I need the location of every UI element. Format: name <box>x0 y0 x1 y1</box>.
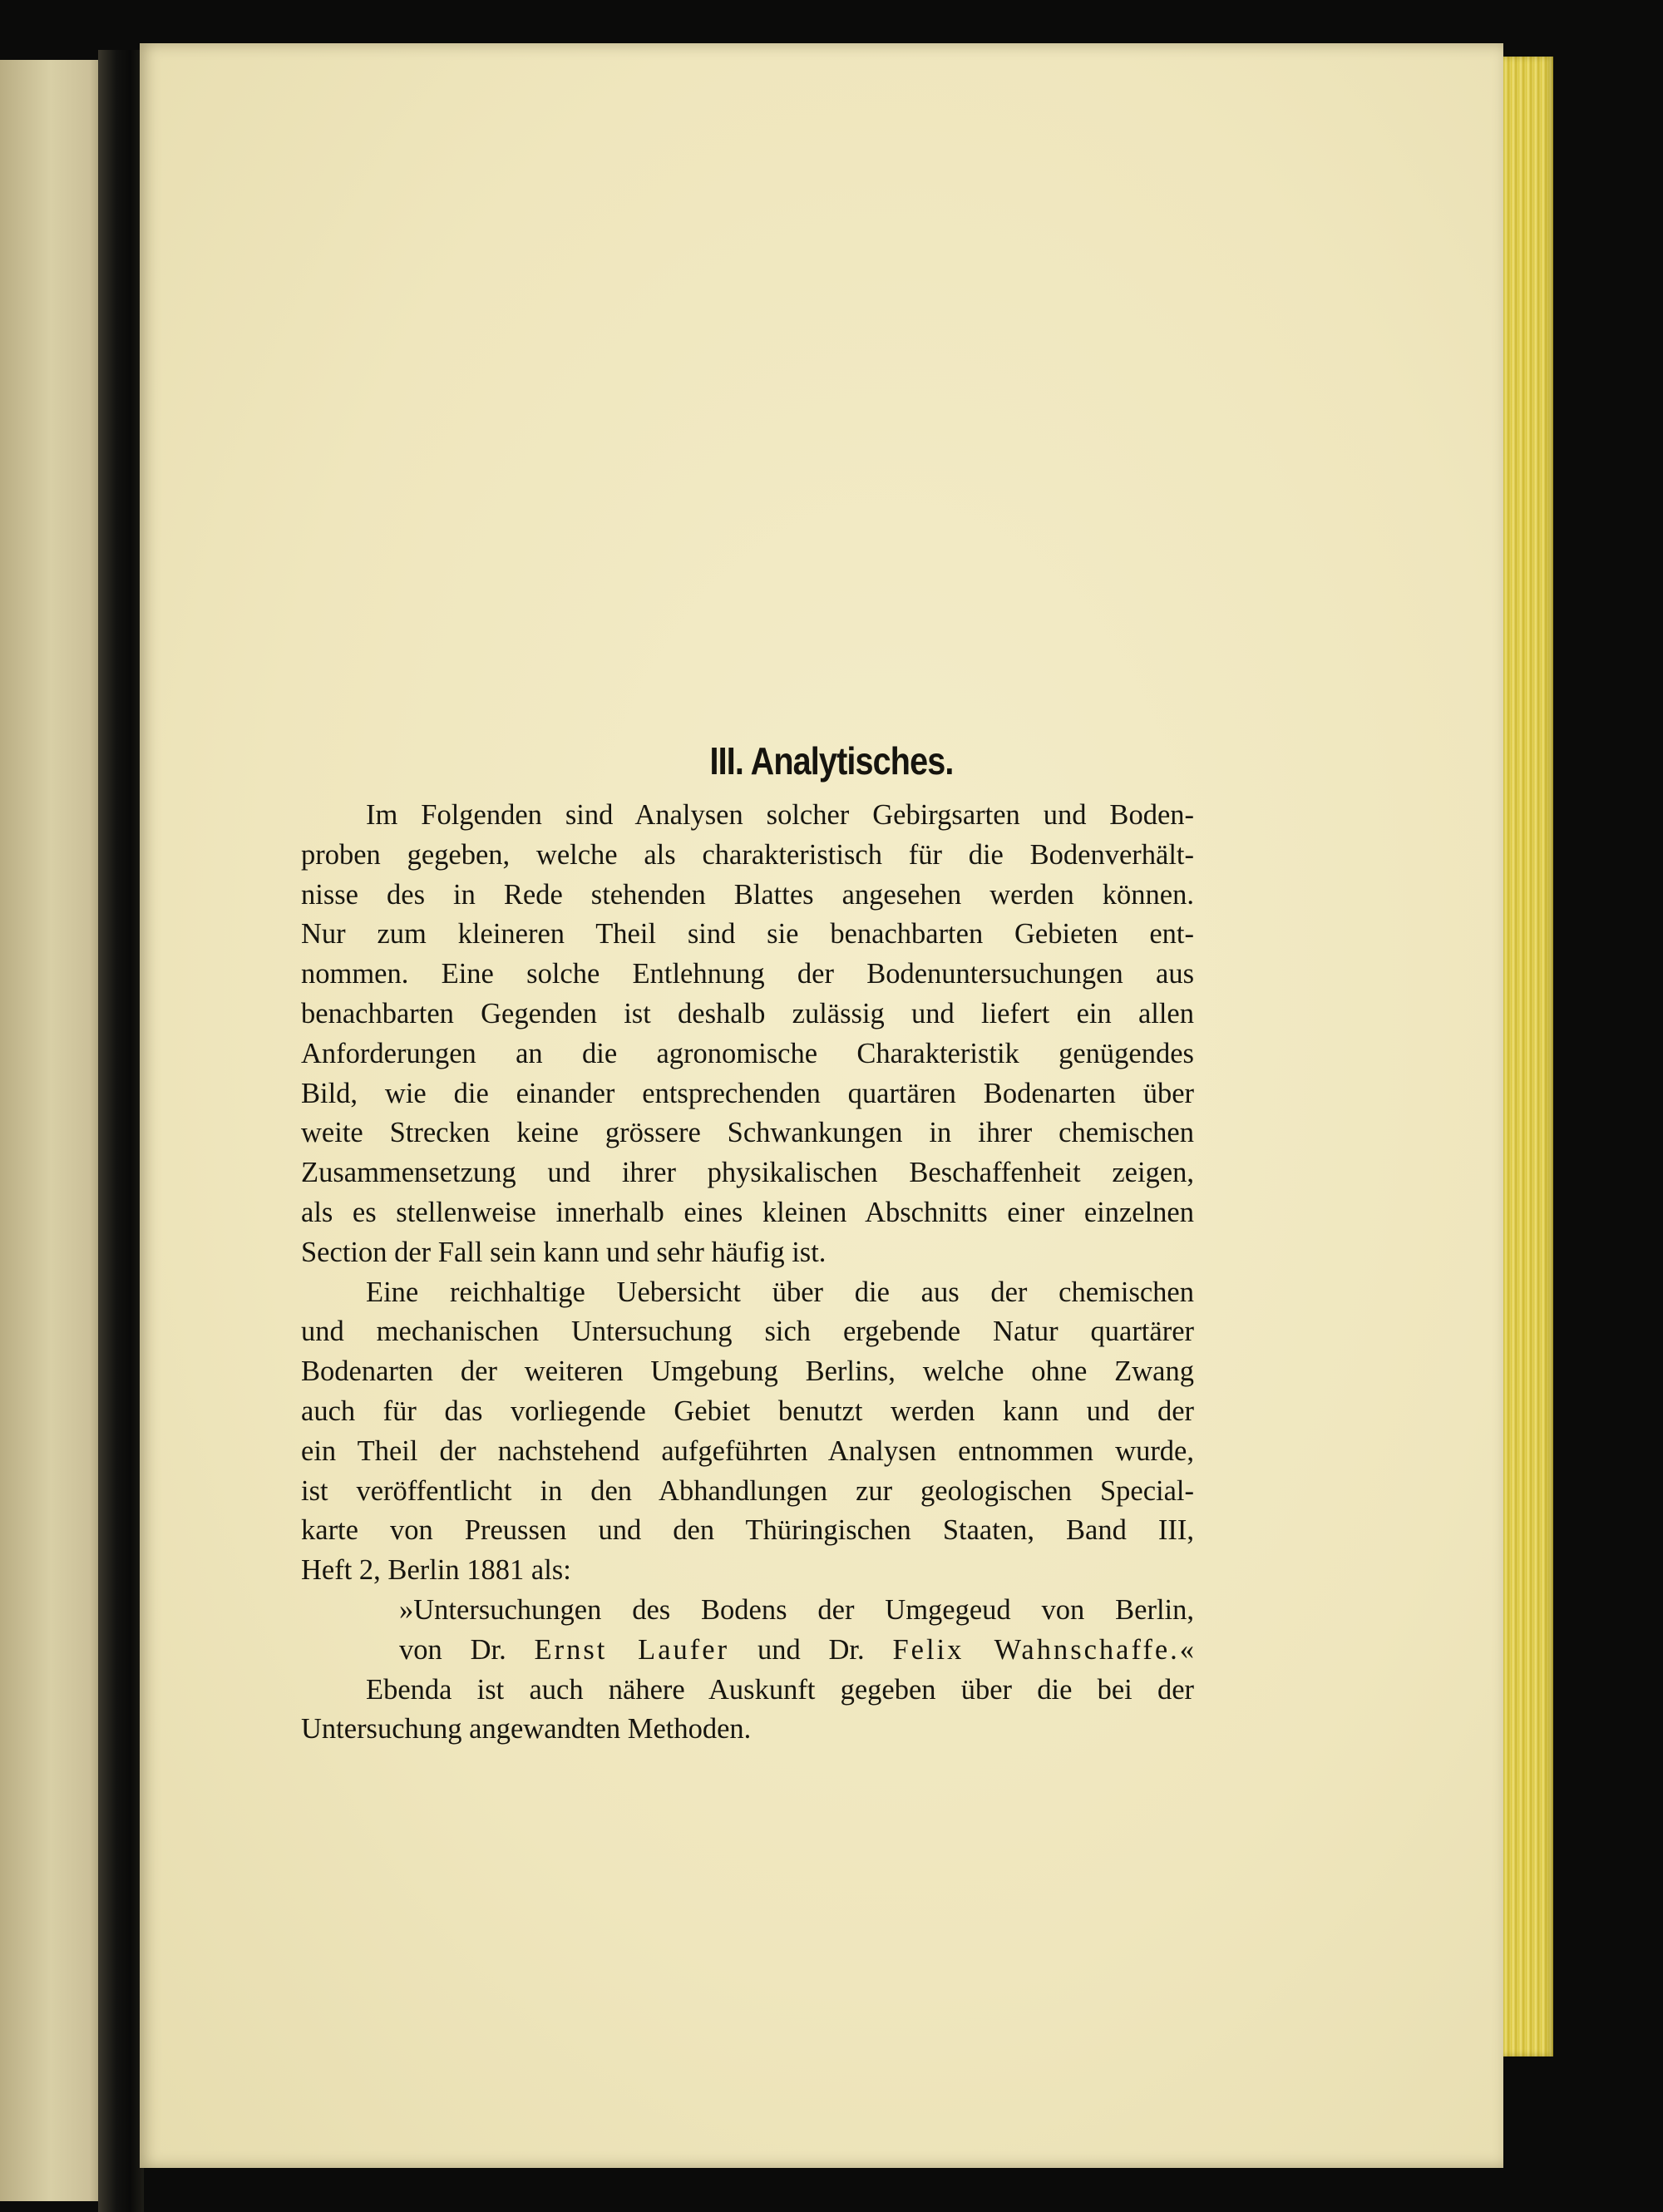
citation-close-quote: « <box>1179 1633 1195 1666</box>
paragraph-2-line: ist veröffentlicht in den Abhandlungen zur geologischen Special- <box>301 1474 1194 1507</box>
paragraph-1-line: benachbarten Gegenden ist deshalb zulässig und liefert ein allen <box>301 997 1194 1029</box>
citation-authors <box>301 1631 1194 1671</box>
section-heading: III. Analytisches. <box>709 739 954 783</box>
citation-line: »Untersuchungen des Bodens der Umgegeud von Berlin, <box>399 1593 1194 1626</box>
left-page-edge <box>0 60 112 2201</box>
paragraph-2-line: Bodenarten der weiteren Umgebung Berlins, welche ohne Zwang <box>301 1355 1194 1388</box>
paragraph-2-line: auch für das vorliegende Gebiet benutzt werden kann und der <box>301 1395 1194 1427</box>
paragraph-1-line: als es stellenweise innerhalb eines kleinen Abschnitts einer einzelnen <box>301 1196 1194 1228</box>
author-wahnschaffe: Felix Wahnschaffe. <box>892 1633 1180 1666</box>
paragraph-1-line: Anforderungen an die agronomische Charakteristik genügendes <box>301 1037 1194 1069</box>
paragraph-1-line: Bild, wie die einander entsprechenden quartären Bodenarten über <box>301 1077 1194 1109</box>
citation-prefix: von Dr. <box>399 1633 506 1666</box>
paragraph-1-line: nommen. Eine solche Entlehnung der Bodenuntersuchungen aus <box>301 958 1194 990</box>
paragraph-2-line: Heft 2, Berlin 1881 als: <box>301 1554 571 1587</box>
paragraph-1-line: proben gegeben, welche als charakteristisch für die Bodenverhält- <box>301 838 1194 871</box>
paragraph-1-line: Zusammensetzung und ihrer physikalischen Beschaffenheit zeigen, <box>301 1157 1194 1189</box>
paragraph-2-line: karte von Preussen und den Thüringischen Staaten, Band III, <box>301 1514 1194 1547</box>
paragraph-3-line: Ebenda ist auch nähere Auskunft gegeben über die bei der <box>366 1673 1194 1706</box>
paragraph-1-line: nisse des in Rede stehenden Blattes angesehen werden können. <box>301 878 1194 911</box>
paragraph-1-line: Section der Fall sein kann und sehr häufig ist. <box>301 1236 827 1268</box>
paragraph-1-line: weite Strecken keine grössere Schwankungen in ihrer chemischen <box>301 1117 1194 1149</box>
author-laufer: Ernst Laufer <box>534 1633 730 1666</box>
citation-mid: und Dr. <box>757 1633 865 1666</box>
book-gutter <box>98 50 144 2212</box>
paragraph-3-line: Untersuchung angewandten Methoden. <box>301 1713 752 1745</box>
paragraph-1-line: Nur zum kleineren Theil sind sie benachbarten Gebieten ent- <box>301 918 1194 950</box>
page-block-edge <box>1503 57 1553 2056</box>
paragraph-2-line: ein Theil der nachstehend aufgeführten Analysen entnommen wurde, <box>301 1434 1194 1467</box>
paragraph-2-line: und mechanischen Untersuchung sich ergebende Natur quartärer <box>301 1316 1194 1348</box>
body-text <box>301 796 1194 1750</box>
paragraph-1-line: Im Folgenden sind Analysen solcher Gebirgsarten und Boden- <box>366 799 1194 831</box>
paragraph-2-line: Eine reichhaltige Uebersicht über die aus der chemischen <box>366 1276 1194 1308</box>
